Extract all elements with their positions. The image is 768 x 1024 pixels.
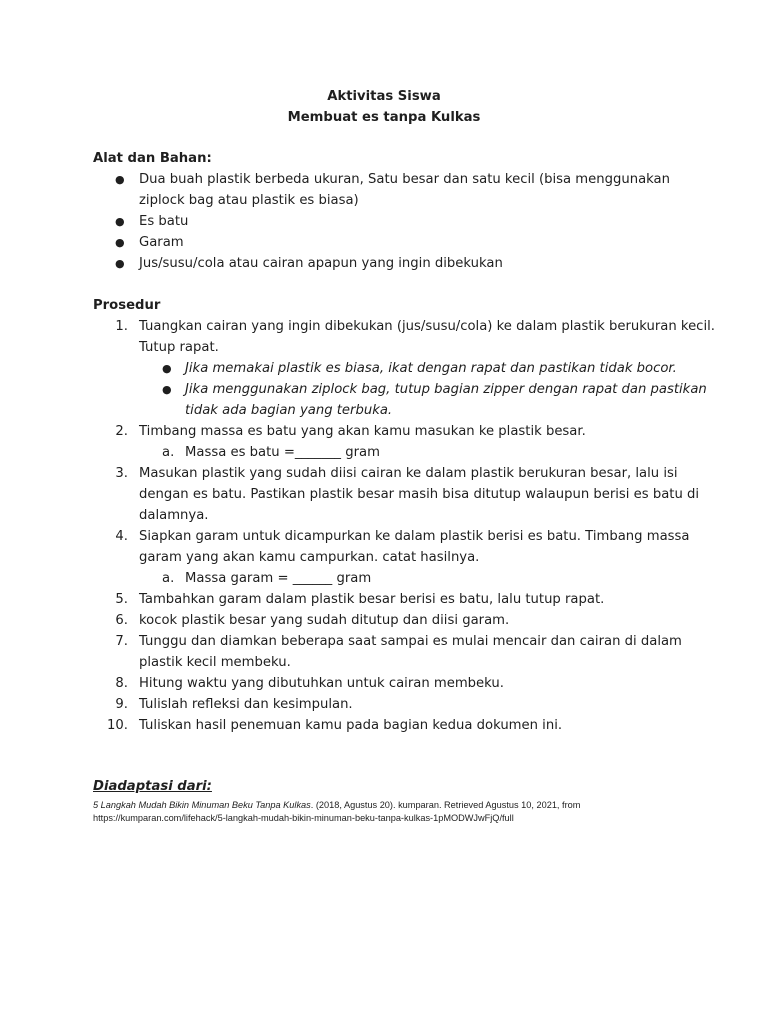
substep-letter: a. (162, 571, 175, 586)
procedure-heading: Prosedur (93, 298, 161, 313)
step-text: Tulislah refleksi dan kesimpulan. (139, 697, 353, 712)
step-text: dalamnya. (139, 508, 209, 523)
step-text: garam yang akan kamu campurkan. catat hasilnya. (139, 550, 480, 565)
procedure-note-text: Jika memakai plastik es biasa, ikat dengan rapat dan pastikan tidak bocor. (185, 361, 677, 376)
step-number: 7. (115, 634, 128, 649)
step-number: 10. (107, 718, 128, 733)
reference-title: 5 Langkah Mudah Bikin Minuman Beku Tanpa Kulkas (93, 800, 311, 810)
materials-item-text: Dua buah plastik berbeda ukuran, Satu besar dan satu kecil (bisa menggunakan (139, 172, 670, 187)
page-subtitle: Membuat es tanpa Kulkas (287, 110, 481, 125)
procedure-note-text: Jika menggunakan ziplock bag, tutup bagian zipper dengan rapat dan pastikan (185, 382, 707, 397)
step-text: Siapkan garam untuk dicampurkan ke dalam plastik berisi es batu. Timbang massa (139, 529, 690, 544)
step-text: Tuangkan cairan yang ingin dibekukan (jus/susu/cola) ke dalam plastik berukuran kecil. (139, 319, 715, 334)
step-number: 4. (115, 529, 128, 544)
bullet-icon: ● (115, 173, 125, 186)
step-number: 5. (115, 592, 128, 607)
source-heading: Diadaptasi dari: (93, 779, 212, 794)
step-text: Masukan plastik yang sudah diisi cairan ke dalam plastik berukuran besar, lalu isi (139, 466, 678, 481)
step-text: Tuliskan hasil penemuan kamu pada bagian kedua dokumen ini. (139, 718, 563, 733)
step-text: plastik kecil membeku. (139, 655, 291, 670)
step-text: Tunggu dan diamkan beberapa saat sampai es mulai mencair dan cairan di dalam (139, 634, 682, 649)
reference-url: https://kumparan.com/lifehack/5-langkah-mudah-bikin-minuman-beku-tanpa-kulkas-1pMODWJwFjQ/full (93, 813, 514, 823)
materials-item-text: Es batu (139, 214, 189, 229)
step-number: 3. (115, 466, 128, 481)
reference-details: . (2018, Agustus 20). kumparan. Retrieved Agustus 10, 2021, from (310, 800, 581, 810)
bullet-icon: ● (162, 362, 172, 375)
bullet-icon: ● (162, 383, 172, 396)
bullet-icon: ● (115, 257, 125, 270)
step-number: 1. (115, 319, 128, 334)
materials-item-text: ziplock bag atau plastik es biasa) (139, 193, 359, 208)
reference-citation (93, 800, 580, 810)
substep-letter: a. (162, 445, 175, 460)
materials-item-text: Jus/susu/cola atau cairan apapun yang ingin dibekukan (139, 256, 503, 271)
step-text: Tambahkan garam dalam plastik besar berisi es batu, lalu tutup rapat. (139, 592, 605, 607)
bullet-icon: ● (115, 215, 125, 228)
step-text: Hitung waktu yang dibutuhkan untuk cairan membeku. (139, 676, 504, 691)
step-number: 2. (115, 424, 128, 439)
materials-item-text: Garam (139, 235, 184, 250)
materials-heading: Alat dan Bahan: (93, 151, 212, 166)
step-number: 8. (115, 676, 128, 691)
step-number: 9. (115, 697, 128, 712)
step-text: dengan es batu. Pastikan plastik besar masih bisa ditutup walaupun berisi es batu di (139, 487, 700, 502)
substep-text: Massa garam = ______ gram (185, 571, 372, 586)
bullet-icon: ● (115, 236, 125, 249)
substep-text: Massa es batu =_______ gram (185, 445, 380, 460)
step-number: 6. (115, 613, 128, 628)
page-title: Aktivitas Siswa (327, 89, 441, 104)
procedure-note-text: tidak ada bagian yang terbuka. (185, 403, 393, 418)
step-text: Timbang massa es batu yang akan kamu masukan ke plastik besar. (139, 424, 586, 439)
step-text: kocok plastik besar yang sudah ditutup dan diisi garam. (139, 613, 510, 628)
step-text: Tutup rapat. (139, 340, 219, 355)
